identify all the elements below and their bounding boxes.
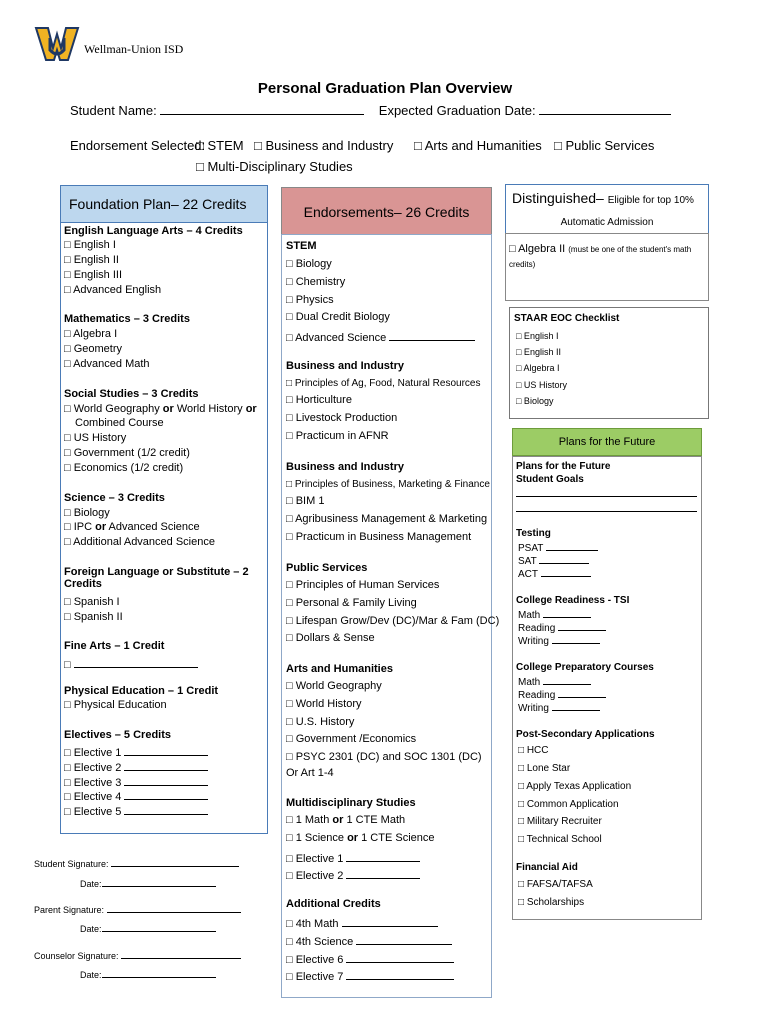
prep-reading[interactable] bbox=[518, 689, 606, 701]
fl-spanish-2[interactable]: □ Spanish II bbox=[64, 611, 123, 623]
ac-4th-math-label: □ 4th Math bbox=[286, 918, 342, 930]
stem-dual-biology[interactable]: □ Dual Credit Biology bbox=[286, 311, 390, 323]
ps-heading: Public Services bbox=[286, 562, 368, 574]
endorse-opt-stem[interactable]: □ STEM bbox=[196, 138, 244, 153]
tsi-math[interactable] bbox=[518, 609, 591, 621]
counselor-signature-label: Counselor Signature: bbox=[34, 951, 119, 961]
ss-combined: Combined Course bbox=[75, 417, 164, 429]
student-signature-row bbox=[34, 858, 239, 869]
ac-elective-7-label: □ Elective 7 bbox=[286, 971, 347, 983]
parent-signature-row bbox=[34, 904, 241, 915]
tsi-writing-field[interactable] bbox=[552, 635, 600, 644]
future-panel bbox=[512, 456, 702, 920]
ah-heading: Arts and Humanities bbox=[286, 663, 393, 675]
ah-world-history[interactable]: □ World History bbox=[286, 698, 362, 710]
parent-date-label: Date: bbox=[80, 924, 102, 934]
ss-or-2: or bbox=[245, 403, 257, 415]
grad-date-field[interactable] bbox=[539, 103, 671, 115]
md-or-1: or bbox=[332, 814, 344, 826]
distinguished-automatic: Automatic Admission bbox=[560, 217, 654, 228]
ac-4th-math[interactable] bbox=[286, 915, 438, 930]
tsi-math-label: Math bbox=[518, 610, 544, 621]
student-date-row bbox=[80, 878, 216, 889]
parent-date-row bbox=[80, 923, 216, 934]
bi1-practicum-afnr[interactable]: □ Practicum in AFNR bbox=[286, 430, 389, 442]
tsi-reading-field[interactable] bbox=[558, 622, 606, 631]
ss-government[interactable]: □ Government (1/2 credit) bbox=[64, 447, 190, 459]
stem-adv-label: □ Advanced Science bbox=[286, 332, 390, 344]
future-banner-text: Plans for the Future bbox=[558, 436, 656, 448]
md-math[interactable] bbox=[286, 814, 405, 826]
md-or-2: or bbox=[347, 832, 359, 844]
student-date-field[interactable] bbox=[102, 878, 216, 887]
aid-scholarships[interactable]: □ Scholarships bbox=[518, 897, 585, 908]
parent-date-field[interactable] bbox=[102, 923, 216, 932]
parent-signature-field[interactable] bbox=[107, 904, 241, 913]
ac-elective-6[interactable] bbox=[286, 951, 454, 966]
md-elective-1-field[interactable] bbox=[346, 850, 420, 862]
testing-sat[interactable] bbox=[518, 555, 589, 567]
el-heading: Electives – 5 Credits bbox=[64, 729, 172, 741]
ac-elective-6-field[interactable] bbox=[346, 951, 454, 963]
sci-ipc-b: Advanced Science bbox=[106, 521, 200, 533]
goals-heading-2: Student Goals bbox=[516, 474, 584, 485]
bi2-principles-business[interactable]: □ Principles of Business, Marketing & Finance bbox=[286, 479, 490, 490]
md-elective-1[interactable] bbox=[286, 850, 420, 865]
aid-fafsa[interactable]: □ FAFSA/TAFSA bbox=[518, 879, 593, 890]
staar-english-1[interactable]: □ English I bbox=[516, 331, 559, 341]
ss-geo-a: □ World Geography bbox=[64, 403, 163, 415]
parent-signature-label: Parent Signature: bbox=[34, 905, 105, 915]
foundation-title: Foundation Plan– 22 Credits bbox=[69, 196, 247, 212]
distinguished-title-row bbox=[512, 190, 694, 206]
ela-heading: English Language Arts – 4 Credits bbox=[64, 225, 243, 237]
post-military[interactable]: □ Military Recruiter bbox=[518, 816, 602, 827]
ah-us-history[interactable]: □ U.S. History bbox=[286, 716, 355, 728]
ac-4th-science-label: □ 4th Science bbox=[286, 936, 357, 948]
md-sci-b: 1 CTE Science bbox=[358, 832, 435, 844]
ah-government[interactable]: □ Government /Economics bbox=[286, 733, 417, 745]
ac-4th-science[interactable] bbox=[286, 933, 452, 948]
sci-heading: Science – 3 Credits bbox=[64, 492, 165, 504]
md-math-a: □ 1 Math bbox=[286, 814, 333, 826]
fa-heading: Fine Arts – 1 Credit bbox=[64, 640, 165, 652]
sci-ipc[interactable] bbox=[64, 521, 200, 533]
md-elective-2-field[interactable] bbox=[346, 867, 420, 879]
counselor-signature-field[interactable] bbox=[121, 950, 241, 959]
staar-english-2[interactable]: □ English II bbox=[516, 347, 561, 357]
sci-additional[interactable]: □ Additional Advanced Science bbox=[64, 536, 215, 548]
future-banner bbox=[512, 428, 702, 456]
ela-english-1[interactable]: □ English I bbox=[64, 239, 116, 251]
md-elective-2-label: □ Elective 2 bbox=[286, 870, 347, 882]
ss-heading: Social Studies – 3 Credits bbox=[64, 388, 199, 400]
endorsement-label: Endorsement Selected: bbox=[70, 138, 206, 153]
ela-advanced[interactable]: □ Advanced English bbox=[64, 284, 162, 296]
post-common-app[interactable]: □ Common Application bbox=[518, 799, 619, 810]
goals-line-1[interactable] bbox=[516, 496, 697, 497]
bi1-heading: Business and Industry bbox=[286, 360, 404, 372]
prep-reading-field[interactable] bbox=[558, 689, 606, 698]
tsi-reading[interactable] bbox=[518, 622, 606, 634]
testing-psat[interactable] bbox=[518, 542, 598, 554]
testing-psat-label: PSAT bbox=[518, 543, 546, 554]
testing-sat-field[interactable] bbox=[539, 555, 589, 564]
ac-elective-7[interactable] bbox=[286, 968, 454, 983]
elective-5-label: □ Elective 5 bbox=[64, 806, 125, 818]
elective-1-label: □ Elective 1 bbox=[64, 747, 125, 759]
pe-heading: Physical Education – 1 Credit bbox=[64, 685, 219, 697]
fa-field[interactable] bbox=[74, 656, 198, 668]
bi1-livestock[interactable]: □ Livestock Production bbox=[286, 412, 398, 424]
ps-lifespan[interactable]: □ Lifespan Grow/Dev (DC)/Mar & Fam (DC) bbox=[286, 615, 500, 627]
post-technical[interactable]: □ Technical School bbox=[518, 834, 602, 845]
ss-economics[interactable]: □ Economics (1/2 credit) bbox=[64, 462, 184, 474]
bi2-practicum-business[interactable]: □ Practicum in Business Management bbox=[286, 531, 472, 543]
endorse-opt-multi[interactable]: □ Multi-Disciplinary Studies bbox=[196, 159, 353, 174]
staar-us-history[interactable]: □ US History bbox=[516, 380, 567, 390]
post-lone-star[interactable]: □ Lone Star bbox=[518, 763, 571, 774]
tsi-math-field[interactable] bbox=[543, 609, 591, 618]
elective-4-field[interactable] bbox=[124, 788, 208, 800]
distinguished-title: Distinguished– bbox=[512, 190, 608, 206]
distinguished-algebra-2[interactable] bbox=[509, 242, 705, 272]
elective-5-field[interactable] bbox=[124, 803, 208, 815]
endorsements-title: Endorsements– 26 Credits bbox=[303, 204, 470, 220]
testing-act-label: ACT bbox=[518, 569, 541, 580]
testing-heading: Testing bbox=[516, 528, 551, 539]
staar-biology[interactable]: □ Biology bbox=[516, 396, 554, 406]
elective-4[interactable] bbox=[64, 788, 208, 803]
md-elective-1-label: □ Elective 1 bbox=[286, 853, 347, 865]
goals-line-2[interactable] bbox=[516, 511, 697, 512]
ps-dollars-sense[interactable]: □ Dollars & Sense bbox=[286, 632, 375, 644]
ss-geography-history[interactable] bbox=[64, 403, 257, 415]
tsi-reading-label: Reading bbox=[518, 623, 559, 634]
student-name-row bbox=[70, 103, 671, 118]
md-sci-a: □ 1 Science bbox=[286, 832, 348, 844]
testing-psat-field[interactable] bbox=[546, 542, 598, 551]
ac-4th-science-field[interactable] bbox=[356, 933, 452, 945]
prep-math-field[interactable] bbox=[543, 676, 591, 685]
fl-heading: Foreign Language or Substitute – 2 Credits bbox=[64, 566, 249, 590]
student-name-field[interactable] bbox=[160, 103, 364, 115]
endorse-opt-business[interactable]: □ Business and Industry bbox=[254, 138, 394, 153]
counselor-date-field[interactable] bbox=[102, 969, 216, 978]
goals-heading-1: Plans for the Future bbox=[516, 461, 611, 472]
ela-english-2[interactable]: □ English II bbox=[64, 254, 119, 266]
ac-elective-7-field[interactable] bbox=[346, 968, 454, 980]
md-math-b: 1 CTE Math bbox=[343, 814, 406, 826]
sci-or: or bbox=[95, 521, 107, 533]
prep-writing-field[interactable] bbox=[552, 702, 600, 711]
page-title: Personal Graduation Plan Overview bbox=[257, 80, 513, 97]
sci-biology[interactable]: □ Biology bbox=[64, 507, 110, 519]
ac-4th-math-field[interactable] bbox=[342, 915, 438, 927]
bi1-principles-ag[interactable]: □ Principles of Ag, Food, Natural Resources bbox=[286, 378, 481, 389]
post-heading: Post-Secondary Applications bbox=[516, 729, 655, 740]
math-algebra-1[interactable]: □ Algebra I bbox=[64, 328, 118, 340]
student-name-label: Student Name: bbox=[70, 103, 161, 118]
ah-world-geography[interactable]: □ World Geography bbox=[286, 680, 382, 692]
elective-2-field[interactable] bbox=[124, 759, 208, 771]
bi1-horticulture[interactable]: □ Horticulture bbox=[286, 394, 352, 406]
ps-family-living[interactable]: □ Personal & Family Living bbox=[286, 597, 417, 609]
prep-math-label: Math bbox=[518, 677, 544, 688]
prep-math[interactable] bbox=[518, 676, 591, 688]
stem-biology[interactable]: □ Biology bbox=[286, 258, 332, 270]
fa-item[interactable] bbox=[64, 656, 198, 671]
testing-act[interactable] bbox=[518, 568, 591, 580]
fa-checkbox: □ bbox=[64, 659, 71, 671]
grad-date-label: Expected Graduation Date: bbox=[378, 103, 540, 118]
foundation-header bbox=[60, 185, 268, 223]
ah-art[interactable]: Or Art 1-4 bbox=[286, 767, 334, 779]
staar-title: STAAR EOC Checklist bbox=[514, 313, 620, 324]
ss-geo-b: World History bbox=[173, 403, 246, 415]
ah-psyc-soc[interactable]: □ PSYC 2301 (DC) and SOC 1301 (DC) bbox=[286, 751, 482, 763]
elective-1-field[interactable] bbox=[124, 744, 208, 756]
bi2-heading: Business and Industry bbox=[286, 461, 404, 473]
stem-physics[interactable]: □ Physics bbox=[286, 294, 334, 306]
md-heading: Multidisciplinary Studies bbox=[286, 797, 416, 809]
bi2-agribusiness[interactable]: □ Agribusiness Management & Marketing bbox=[286, 513, 488, 525]
testing-act-field[interactable] bbox=[541, 568, 591, 577]
counselor-date-row bbox=[80, 969, 216, 980]
elective-2-label: □ Elective 2 bbox=[64, 762, 125, 774]
tsi-writing-label: Writing bbox=[518, 636, 552, 647]
tsi-heading: College Readiness - TSI bbox=[516, 595, 630, 606]
tsi-writing[interactable] bbox=[518, 635, 600, 647]
staar-algebra-1[interactable]: □ Algebra I bbox=[516, 363, 560, 373]
student-date-label: Date: bbox=[80, 879, 102, 889]
math-geometry[interactable]: □ Geometry bbox=[64, 343, 122, 355]
post-apply-texas[interactable]: □ Apply Texas Application bbox=[518, 781, 632, 792]
distinguished-header bbox=[505, 184, 709, 234]
elective-4-label: □ Elective 4 bbox=[64, 791, 125, 803]
elective-1[interactable] bbox=[64, 744, 208, 759]
prep-heading: College Preparatory Courses bbox=[516, 662, 654, 673]
elective-5[interactable] bbox=[64, 803, 208, 818]
elective-3[interactable] bbox=[64, 774, 208, 789]
district-name: Wellman-Union ISD bbox=[84, 42, 184, 56]
stem-adv-field[interactable] bbox=[389, 329, 475, 341]
elective-3-field[interactable] bbox=[124, 774, 208, 786]
ps-human-services[interactable]: □ Principles of Human Services bbox=[286, 579, 440, 591]
counselor-date-label: Date: bbox=[80, 970, 102, 980]
district-logo-icon bbox=[34, 24, 80, 64]
stem-advanced-science[interactable] bbox=[286, 329, 475, 344]
ac-heading: Additional Credits bbox=[286, 898, 381, 910]
student-signature-field[interactable] bbox=[111, 858, 239, 867]
fl-spanish-1[interactable]: □ Spanish I bbox=[64, 596, 120, 608]
endorsements-header bbox=[281, 187, 492, 235]
sci-ipc-a: □ IPC bbox=[64, 521, 96, 533]
ela-english-3[interactable]: □ English III bbox=[64, 269, 123, 281]
counselor-signature-row bbox=[34, 950, 241, 961]
endorse-opt-arts[interactable]: □ Arts and Humanities bbox=[414, 138, 542, 153]
student-signature-label: Student Signature: bbox=[34, 859, 109, 869]
stem-chemistry[interactable]: □ Chemistry bbox=[286, 276, 346, 288]
prep-writing[interactable] bbox=[518, 702, 600, 714]
pe-item[interactable]: □ Physical Education bbox=[64, 699, 167, 711]
distinguished-algebra-label: □ Algebra II bbox=[509, 243, 569, 255]
ss-or-1: or bbox=[162, 403, 174, 415]
distinguished-algebra-note: (must be one of the student's math credits) bbox=[509, 245, 692, 269]
prep-writing-label: Writing bbox=[518, 703, 552, 714]
ac-elective-6-label: □ Elective 6 bbox=[286, 954, 347, 966]
ss-us-history[interactable]: □ US History bbox=[64, 432, 127, 444]
post-hcc[interactable]: □ HCC bbox=[518, 745, 549, 756]
aid-heading: Financial Aid bbox=[516, 862, 578, 873]
math-heading: Mathematics – 3 Credits bbox=[64, 313, 190, 325]
stem-heading: STEM bbox=[286, 240, 317, 252]
md-science[interactable] bbox=[286, 832, 435, 844]
elective-3-label: □ Elective 3 bbox=[64, 777, 125, 789]
math-advanced[interactable]: □ Advanced Math bbox=[64, 358, 150, 370]
distinguished-eligible: Eligible for top 10% bbox=[607, 195, 694, 206]
bi2-bim[interactable]: □ BIM 1 bbox=[286, 495, 325, 507]
endorse-opt-public[interactable]: □ Public Services bbox=[554, 138, 655, 153]
md-elective-2[interactable] bbox=[286, 867, 420, 882]
elective-2[interactable] bbox=[64, 759, 208, 774]
prep-reading-label: Reading bbox=[518, 690, 559, 701]
testing-sat-label: SAT bbox=[518, 556, 540, 567]
